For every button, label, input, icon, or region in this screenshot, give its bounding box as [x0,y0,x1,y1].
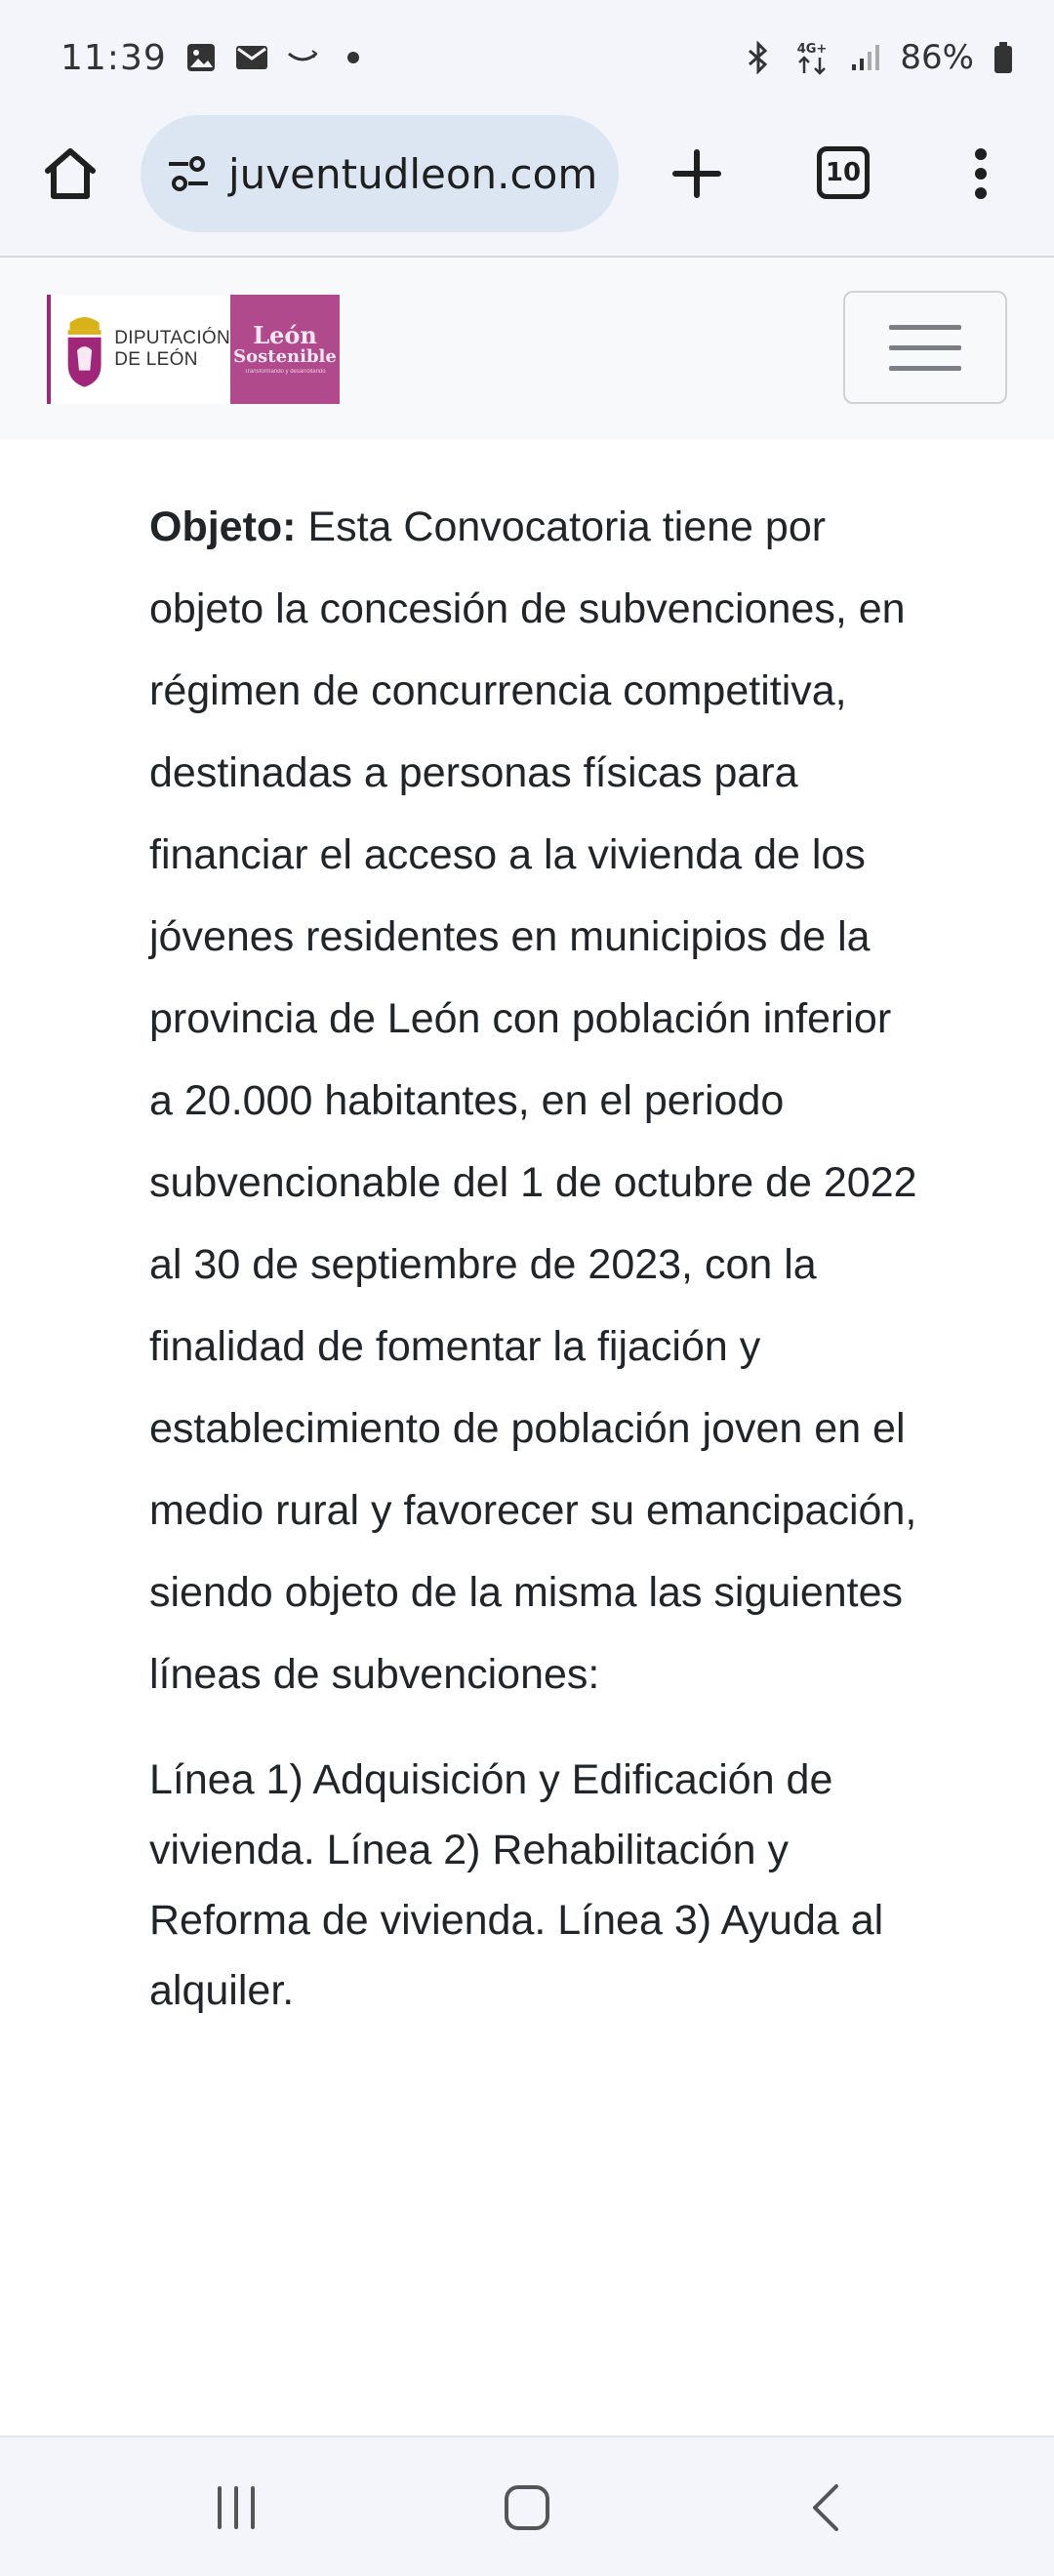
url-text[interactable]: juventudleon.com [228,149,598,198]
diputacion-line1: DIPUTACIÓN [114,328,230,348]
signal-icon [849,41,882,74]
status-time: 11:39 [61,37,167,78]
hamburger-icon-bar [889,325,961,330]
objeto-text: Esta Convocatoria tiene por objeto la concesión de subvenciones, en régimen de concurrencia competitiva, destinadas a personas físicas para financiar el acceso a la vivienda de los jóvenes residentes en municipios de la provincia de León con población inferior a 20.000 habitantes, en el periodo subvencionable del 1 de octubre de 2022 al 30 de septiembre de 2023, con la finalidad de fomentar la fijación y establecimiento de población joven en el medio rural y favorecer su emancipación, siendo objeto de la misma las siguientes líneas de subvenciones: [149,503,917,1698]
diputacion-logo[interactable] [47,295,230,404]
address-bar[interactable] [141,115,619,232]
nav-menu-toggle[interactable] [843,291,1007,404]
more-vert-icon [971,144,991,203]
battery-icon [992,41,1015,74]
battery-percent: 86% [900,38,974,77]
leon-logo-tagline: Transformando y desarrollando [244,369,326,375]
system-nav-bar [0,2435,1054,2576]
status-left [61,38,370,78]
back-chevron-icon [807,2482,846,2533]
leon-sostenible-logo[interactable] [230,295,340,404]
home-button[interactable] [37,141,103,207]
main-content [149,486,920,2026]
objeto-paragraph [149,486,920,1715]
recents-icon [212,2484,261,2531]
hamburger-icon-bar [889,366,961,371]
gallery-icon [184,41,218,74]
leon-logo-line2: Sostenible [233,346,337,367]
diputacion-line2: DE LEÓN [114,349,198,370]
coat-of-arms-icon [62,307,106,391]
site-header [0,258,1054,439]
lineas-paragraph: Línea 1) Adquisición y Edificación de vivienda. Línea 2) Rehabilitación y Reforma de vivienda. Línea 3) Ayuda al alquiler. [149,1756,884,2014]
home-icon [40,143,101,204]
objeto-label: Objeto: [149,503,297,550]
more-menu-button[interactable] [961,141,1000,207]
back-button[interactable] [795,2476,858,2539]
tune-icon[interactable] [162,147,215,200]
new-tab-button[interactable] [664,141,730,207]
browser-toolbar [0,115,1054,258]
recents-button[interactable] [205,2476,267,2539]
dot-icon [337,41,370,74]
diputacion-text [114,328,230,371]
tab-count: 10 [825,158,862,187]
tabs-button[interactable] [817,146,870,199]
home-square-icon [502,2482,552,2533]
home-nav-button[interactable] [496,2476,558,2539]
smile-icon [286,41,319,74]
network-type: 4G+ [797,42,828,57]
plus-icon [669,146,724,201]
mail-icon [235,41,268,74]
data-arrows-icon [792,41,831,74]
status-bar [0,0,1054,115]
bluetooth-icon [742,41,775,74]
leon-logo-line1: León [253,321,317,349]
hamburger-icon-bar [889,345,961,350]
status-right [742,38,1015,77]
